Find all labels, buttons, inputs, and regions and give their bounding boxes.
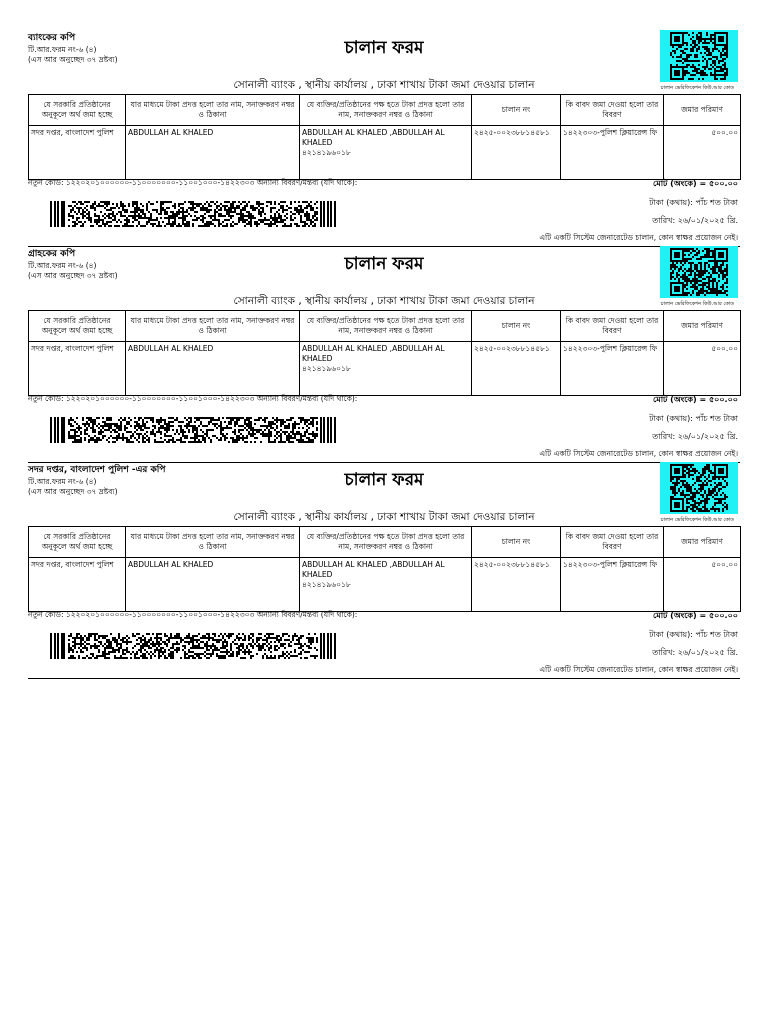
cell-payer: ABDULLAH AL KHALED <box>126 342 300 396</box>
header-payer: যার মাধ্যমে টাকা প্রদত্ত হলো তার নাম, সনাক্তকরণ নম্বর ও ঠিকানা <box>126 311 300 342</box>
divider <box>28 678 740 679</box>
qr-code-icon <box>670 32 728 80</box>
table-header-row <box>29 527 741 558</box>
cell-challan-no: ২৪২৫-০০২৩৮৮১৪৫৮১ <box>472 126 561 180</box>
cell-purpose: ১৪২২৩০৩-পুলিশ ক্লিয়ারেন্স ফি <box>561 342 664 396</box>
on-behalf-id: ৪২১৪১৯৬০১৮ <box>302 148 351 157</box>
cell-challan-no: ২৪২৫-০০২৩৮৮১৪৫৮১ <box>472 342 561 396</box>
header-amount: জমার পরিমাণ <box>664 311 741 342</box>
cell-on-behalf <box>300 558 472 612</box>
cell-payer: ABDULLAH AL KHALED <box>126 558 300 612</box>
table-row <box>29 558 741 612</box>
barcode-icon <box>50 633 340 661</box>
header-payer: যার মাধ্যমে টাকা প্রদত্ত হলো তার নাম, সনাক্তকরণ নম্বর ও ঠিকানা <box>126 95 300 126</box>
barcode <box>50 633 340 665</box>
cell-on-behalf <box>300 342 472 396</box>
on-behalf-id: ৪২১৪১৯৬০১৮ <box>302 364 351 373</box>
header-amount: জমার পরিমাণ <box>664 95 741 126</box>
code-line: নতুন কোড: ১২২০২০১০০০০০০-১১০০০০০০০-১১০০১০০০-১৪২২৩০৩ অন্যান্য বিবরণ/মন্তব্য (যদি থাকে): <box>28 178 358 187</box>
cell-amount: ৫০০.০০ <box>664 342 741 396</box>
challan-table <box>28 310 741 396</box>
qr-code-icon <box>670 464 728 512</box>
cell-amount: ৫০০.০০ <box>664 126 741 180</box>
barcode-icon <box>50 201 340 229</box>
system-note: এটি একটি সিস্টেম জেনারেটেড চালান, কোন স্বাক্ষর প্রয়োজন নেই। <box>539 665 738 674</box>
challan-date: তারিখ: ২৬/০১/২০২৫ খ্রি. <box>652 648 738 657</box>
copy-label: ব্যাংকের কপি <box>28 33 76 43</box>
header-challan-no: চালান নং <box>472 311 561 342</box>
header-purpose: কি বাবদ জমা দেওয়া হলো তার বিবরণ <box>561 527 664 558</box>
bank-subtitle: সোনালী ব্যাংক , স্থানীয় কার্যালয় , ঢাকা শাখায় টাকা জমা দেওয়ার চালান <box>233 511 535 523</box>
qr-code-icon <box>670 248 728 296</box>
challan-table <box>28 526 741 612</box>
header-office: যে সরকারি প্রতিষ্ঠানের অনুকূলে অর্থ জমা হচ্ছে <box>29 95 126 126</box>
table-row <box>29 126 741 180</box>
amount-in-words: টাকা (কথায়): পাঁচ শত টাকা <box>649 630 738 639</box>
copy-label: সদর দপ্তর, বাংলাদেশ পুলিশ -এর কপি <box>28 465 166 475</box>
qr-code <box>660 30 738 82</box>
barcode <box>50 201 340 233</box>
header-purpose: কি বাবদ জমা দেওয়া হলো তার বিবরণ <box>561 311 664 342</box>
challan-table <box>28 94 741 180</box>
header-office: যে সরকারি প্রতিষ্ঠানের অনুকূলে অর্থ জমা হচ্ছে <box>29 527 126 558</box>
challan-date: তারিখ: ২৬/০১/২০২৫ খ্রি. <box>652 432 738 441</box>
cell-purpose: ১৪২২৩০৩-পুলিশ ক্লিয়ারেন্স ফি <box>561 558 664 612</box>
cell-amount: ৫০০.০০ <box>664 558 741 612</box>
copy-label: গ্রাহকের কপি <box>28 249 76 259</box>
total-amount: মোট (অংকে) = ৫০০.০০ <box>653 395 738 404</box>
header-purpose: কি বাবদ জমা দেওয়া হলো তার বিবরণ <box>561 95 664 126</box>
cell-office: সদর দপ্তর, বাংলাদেশ পুলিশ <box>29 126 126 180</box>
cell-payer: ABDULLAH AL KHALED <box>126 126 300 180</box>
page-title: চালান ফরম <box>344 38 424 58</box>
cell-on-behalf <box>300 126 472 180</box>
qr-code <box>660 462 738 514</box>
cell-office: সদর দপ্তর, বাংলাদেশ পুলিশ <box>29 342 126 396</box>
table-header-row <box>29 311 741 342</box>
system-note: এটি একটি সিস্টেম জেনারেটেড চালান, কোন স্বাক্ষর প্রয়োজন নেই। <box>539 449 738 458</box>
table-row <box>29 342 741 396</box>
barcode-icon <box>50 417 340 445</box>
header-office: যে সরকারি প্রতিষ্ঠানের অনুকূলে অর্থ জমা হচ্ছে <box>29 311 126 342</box>
total-amount: মোট (অংকে) = ৫০০.০০ <box>653 179 738 188</box>
qr-caption: চালান ভেরিফিকেশন কিউ.আর কোড <box>660 85 734 91</box>
header-on-behalf: যে ব্যক্তির/প্রতিষ্ঠানের পক্ষ হতে টাকা প্রদত্ত হলো তার নাম, সনাক্তকরণ নম্বর ও ঠিকানা <box>300 95 472 126</box>
bank-subtitle: সোনালী ব্যাংক , স্থানীয় কার্যালয় , ঢাকা শাখায় টাকা জমা দেওয়ার চালান <box>233 295 535 307</box>
cell-office: সদর দপ্তর, বাংলাদেশ পুলিশ <box>29 558 126 612</box>
header-challan-no: চালান নং <box>472 527 561 558</box>
on-behalf-name: ABDULLAH AL KHALED ,ABDULLAH AL KHALED <box>302 560 445 579</box>
bank-subtitle: সোনালী ব্যাংক , স্থানীয় কার্যালয় , ঢাকা শাখায় টাকা জমা দেওয়ার চালান <box>233 79 535 91</box>
header-on-behalf: যে ব্যক্তির/প্রতিষ্ঠানের পক্ষ হতে টাকা প্রদত্ত হলো তার নাম, সনাক্তকরণ নম্বর ও ঠিকানা <box>300 311 472 342</box>
header-payer: যার মাধ্যমে টাকা প্রদত্ত হলো তার নাম, সনাক্তকরণ নম্বর ও ঠিকানা <box>126 527 300 558</box>
on-behalf-name: ABDULLAH AL KHALED ,ABDULLAH AL KHALED <box>302 128 445 147</box>
divider <box>28 246 740 247</box>
cell-purpose: ১৪২২৩০৩-পুলিশ ক্লিয়ারেন্স ফি <box>561 126 664 180</box>
header-challan-no: চালান নং <box>472 95 561 126</box>
form-reference: টি.আর.ফরম নং-৬ (৪) (এস আর অনুচ্ছেদ ৩৭ দ্রষ্টব্য) <box>28 45 118 64</box>
cell-challan-no: ২৪২৫-০০২৩৮৮১৪৫৮১ <box>472 558 561 612</box>
form-reference: টি.আর.ফরম নং-৬ (৪) (এস আর অনুচ্ছেদ ৩৭ দ্রষ্টব্য) <box>28 477 118 496</box>
amount-in-words: টাকা (কথায়): পাঁচ শত টাকা <box>649 414 738 423</box>
on-behalf-id: ৪২১৪১৯৬০১৮ <box>302 580 351 589</box>
code-line: নতুন কোড: ১২২০২০১০০০০০০-১১০০০০০০০-১১০০১০০০-১৪২২৩০৩ অন্যান্য বিবরণ/মন্তব্য (যদি থাকে): <box>28 394 358 403</box>
qr-caption: চালান ভেরিফিকেশন কিউ.আর কোড <box>660 301 734 307</box>
form-reference: টি.আর.ফরম নং-৬ (৪) (এস আর অনুচ্ছেদ ৩৭ দ্রষ্টব্য) <box>28 261 118 280</box>
qr-caption: চালান ভেরিফিকেশন কিউ.আর কোড <box>660 517 734 523</box>
page-title: চালান ফরম <box>344 254 424 274</box>
header-on-behalf: যে ব্যক্তির/প্রতিষ্ঠানের পক্ষ হতে টাকা প্রদত্ত হলো তার নাম, সনাক্তকরণ নম্বর ও ঠিকানা <box>300 527 472 558</box>
total-amount: মোট (অংকে) = ৫০০.০০ <box>653 611 738 620</box>
header-amount: জমার পরিমাণ <box>664 527 741 558</box>
table-header-row <box>29 95 741 126</box>
challan-date: তারিখ: ২৬/০১/২০২৫ খ্রি. <box>652 216 738 225</box>
on-behalf-name: ABDULLAH AL KHALED ,ABDULLAH AL KHALED <box>302 344 445 363</box>
amount-in-words: টাকা (কথায়): পাঁচ শত টাকা <box>649 198 738 207</box>
system-note: এটি একটি সিস্টেম জেনারেটেড চালান, কোন স্বাক্ষর প্রয়োজন নেই। <box>539 233 738 242</box>
qr-code <box>660 246 738 298</box>
page-title: চালান ফরম <box>344 470 424 490</box>
code-line: নতুন কোড: ১২২০২০১০০০০০০-১১০০০০০০০-১১০০১০০০-১৪২২৩০৩ অন্যান্য বিবরণ/মন্তব্য (যদি থাকে): <box>28 610 358 619</box>
barcode <box>50 417 340 449</box>
